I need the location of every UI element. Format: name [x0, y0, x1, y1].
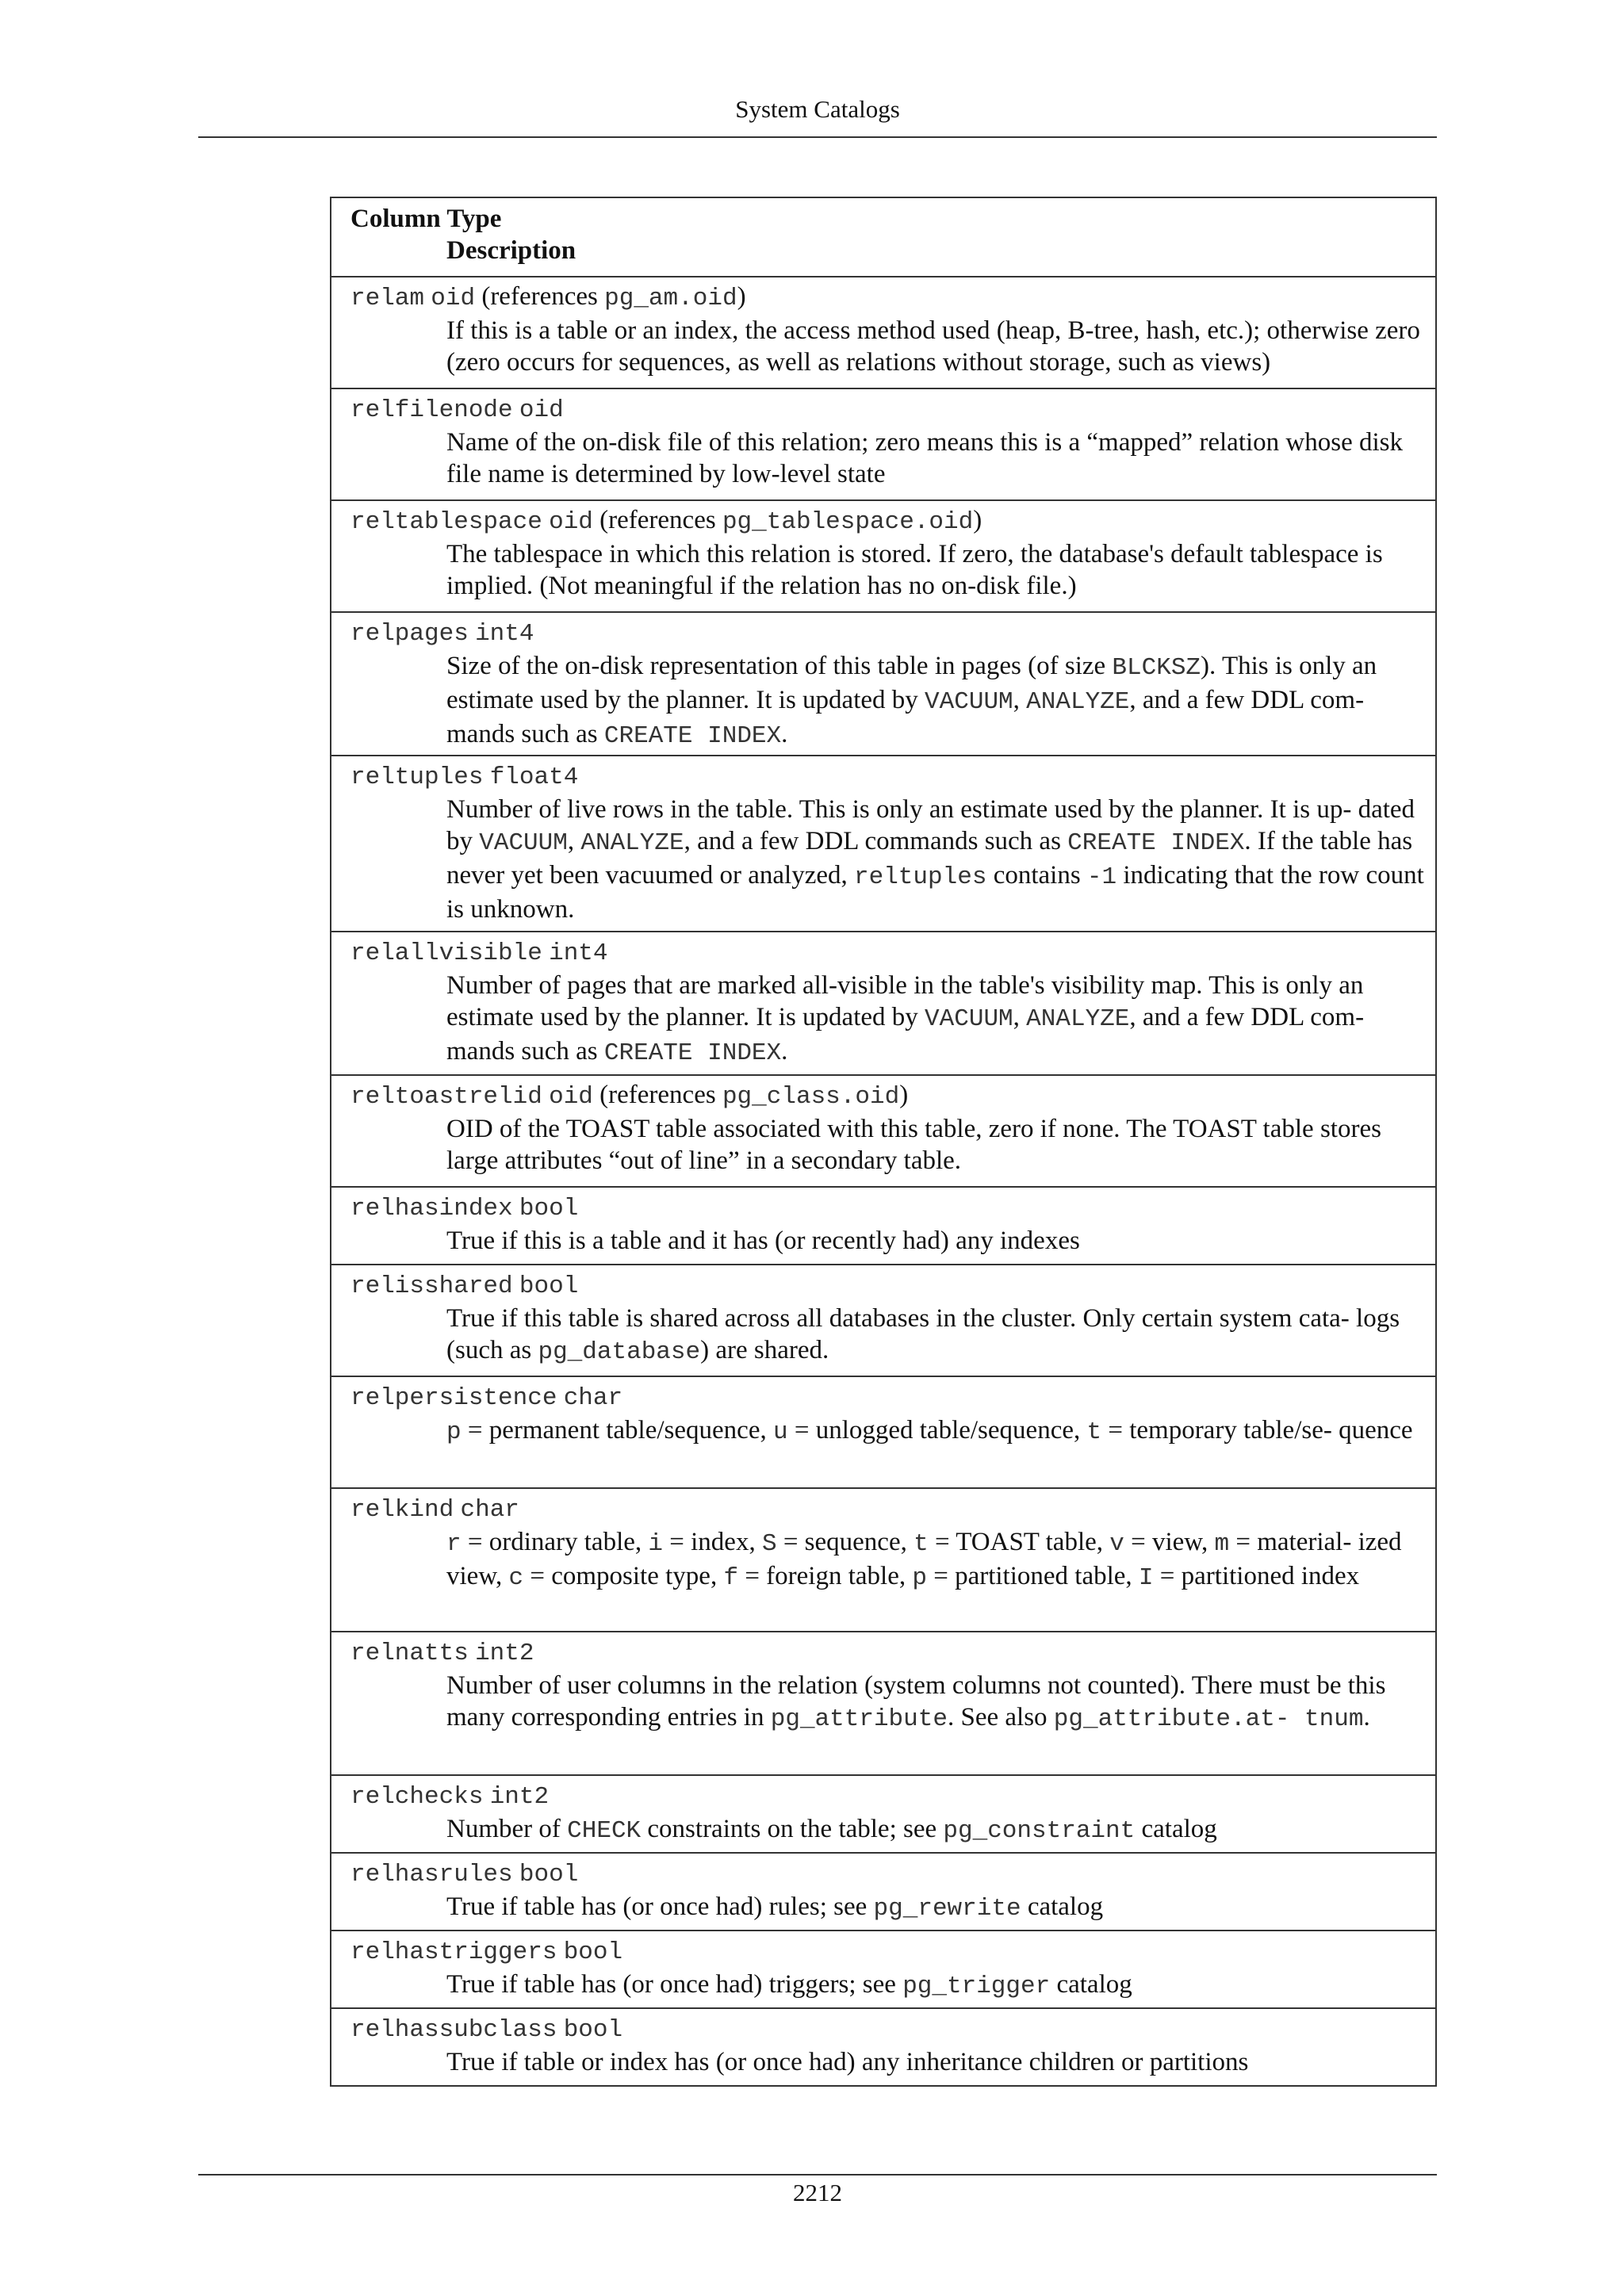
- description-text: = material- ized view,: [446, 1528, 1402, 1590]
- description-text: = view,: [1124, 1528, 1215, 1556]
- column-type-header: Column Type: [350, 205, 502, 233]
- description-text: Number of live rows in the table. This is only an estimate used by the planner. It is up- dated by: [446, 795, 1415, 855]
- code-text: bool: [519, 1195, 579, 1223]
- code-text: reltoastrelid: [350, 1083, 542, 1111]
- column-description: [350, 1414, 1429, 1448]
- entry-text: [469, 1637, 475, 1666]
- code-text: bool: [563, 2016, 623, 2044]
- code-text: v: [1109, 1530, 1124, 1558]
- description-text: = temporary table/se- quence: [1101, 1416, 1413, 1445]
- column-description: [350, 1670, 1429, 1735]
- description-text: contains: [986, 861, 1087, 890]
- code-text: pg_database: [538, 1338, 701, 1366]
- column-entry: [350, 1492, 1429, 1526]
- description-text: = permanent table/sequence,: [461, 1416, 773, 1445]
- entry-text: [483, 1781, 489, 1809]
- code-text: p: [446, 1418, 462, 1446]
- description-text: ,: [1013, 1003, 1027, 1031]
- code-text: bool: [519, 1272, 579, 1300]
- code-text: relhasindex: [350, 1195, 513, 1223]
- column-description: [350, 538, 1429, 602]
- code-text: pg_class.oid: [722, 1083, 900, 1111]
- table-header-row: [331, 198, 1435, 276]
- table-row: [331, 388, 1435, 499]
- description-text: catalog: [1021, 1892, 1104, 1921]
- description-text: ) are shared.: [700, 1336, 829, 1364]
- entry-text: [483, 761, 489, 790]
- table-row: [331, 1074, 1435, 1186]
- entry-text: [542, 1081, 549, 1109]
- entry-text: [557, 1936, 563, 1965]
- code-text: int2: [489, 1783, 550, 1811]
- description-text: True if this is a table and it has (or recently had) any indexes: [446, 1226, 1080, 1255]
- code-text: CHECK: [567, 1817, 642, 1845]
- code-text: reltablespace: [350, 508, 542, 536]
- description-text: = ordinary table,: [461, 1528, 649, 1556]
- description-text: OID of the TOAST table associated with this table, zero if none. The TOAST table stores large attributes “out of line” in a secondary table.: [446, 1115, 1381, 1175]
- description-text: .: [781, 720, 788, 748]
- column-description: [350, 1303, 1429, 1368]
- description-text: ). This is only an estimate used by the planner. It is updated by: [446, 652, 1377, 714]
- table-row: [331, 1774, 1435, 1852]
- description-text: = index,: [663, 1528, 762, 1556]
- entry-text: [469, 618, 475, 646]
- column-entry: [350, 504, 1429, 538]
- code-text: t: [1086, 1418, 1102, 1446]
- code-text: int2: [475, 1640, 534, 1667]
- description-text: catalog: [1050, 1970, 1132, 1999]
- page-number: 2212: [793, 2179, 842, 2206]
- table-row: [331, 1264, 1435, 1376]
- description-text: catalog: [1135, 1815, 1217, 1843]
- column-description: [350, 1225, 1429, 1257]
- description-text: If this is a table or an index, the access method used (heap, B-tree, hash, etc.); otherwise zero (zero occurs for sequences, as well as relations without storage, such as views): [446, 316, 1420, 377]
- column-entry: [350, 1079, 1429, 1113]
- column-description: [350, 970, 1429, 1070]
- code-text: ANALYZE: [1026, 1005, 1130, 1033]
- code-text: VACUUM: [479, 829, 568, 857]
- code-text: oid: [549, 508, 593, 536]
- column-entry: [350, 281, 1429, 315]
- column-entry: [350, 1269, 1429, 1303]
- code-text: BLCKSZ: [1112, 654, 1201, 682]
- code-text: relfilenode: [350, 396, 513, 424]
- entry-text: (references: [475, 282, 605, 311]
- code-text: pg_am.oid: [604, 285, 737, 312]
- code-text: bool: [519, 1861, 579, 1888]
- code-text: relallvisible: [350, 939, 542, 967]
- code-text: p: [912, 1564, 927, 1592]
- code-text: I: [1138, 1564, 1154, 1592]
- description-text: .: [1363, 1703, 1370, 1732]
- table-row: [331, 1852, 1435, 1930]
- code-text: int4: [475, 620, 534, 648]
- code-text: reltuples: [854, 863, 987, 891]
- description-text: . If the table has never yet been vacuumed or analyzed,: [446, 827, 1413, 890]
- entry-text: (references: [592, 506, 722, 534]
- code-text: pg_constraint: [943, 1817, 1136, 1845]
- code-text: relhasrules: [350, 1861, 513, 1888]
- code-text: float4: [489, 763, 579, 791]
- column-entry: [350, 1857, 1429, 1891]
- entry-text: [542, 937, 549, 966]
- column-description: [350, 1891, 1429, 1925]
- table-row: [331, 611, 1435, 755]
- entry-text: (references: [592, 1081, 722, 1109]
- code-text: relnatts: [350, 1640, 469, 1667]
- column-entry: [350, 1380, 1429, 1414]
- description-text: ,: [567, 827, 581, 855]
- description-text: Number of user columns in the relation (system columns not counted). There must be this many corresponding entries in: [446, 1671, 1386, 1732]
- code-text: r: [446, 1530, 462, 1558]
- code-text: char: [460, 1496, 519, 1524]
- column-description: [350, 2046, 1429, 2078]
- code-text: CREATE INDEX: [1067, 829, 1245, 857]
- entry-text: ): [899, 1081, 909, 1109]
- code-text: t: [914, 1530, 929, 1558]
- description-text: , and a few DDL com- mands such as: [446, 686, 1365, 748]
- entry-text: [513, 1270, 519, 1299]
- description-text: Name of the on-disk file of this relation; zero means this is a “mapped” relation whose disk file name is determined by low-level state: [446, 428, 1403, 488]
- description-text: . See also: [947, 1703, 1054, 1732]
- entry-text: [513, 1858, 519, 1887]
- description-text: = partitioned table,: [926, 1562, 1139, 1590]
- description-text: , and a few DDL commands such as: [684, 827, 1068, 855]
- code-text: c: [508, 1564, 524, 1592]
- entry-text: [542, 506, 549, 534]
- code-text: CREATE INDEX: [603, 722, 782, 750]
- code-text: ANALYZE: [580, 829, 684, 857]
- column-description: [350, 1969, 1429, 2003]
- column-description: [350, 1113, 1429, 1177]
- description-text: The tablespace in which this relation is stored. If zero, the database's default tablespace is implied. (Not meaningful if the relation has no on-disk file.): [446, 540, 1383, 600]
- code-text: pg_attribute.at- tnum: [1053, 1705, 1364, 1733]
- code-text: reltuples: [350, 763, 484, 791]
- code-text: relisshared: [350, 1272, 513, 1300]
- column-entry: [350, 760, 1429, 794]
- column-description: [350, 650, 1429, 752]
- description-text: = sequence,: [776, 1528, 914, 1556]
- code-text: relchecks: [350, 1783, 484, 1811]
- catalog-columns-table: [330, 197, 1437, 2087]
- code-text: CREATE INDEX: [603, 1039, 782, 1067]
- code-text: VACUUM: [925, 1005, 1013, 1033]
- description-text: = TOAST table,: [928, 1528, 1110, 1556]
- running-header: System Catalogs: [735, 95, 900, 123]
- code-text: u: [772, 1418, 788, 1446]
- column-description: [350, 1526, 1429, 1594]
- code-text: int4: [549, 939, 608, 967]
- table-row: [331, 1376, 1435, 1487]
- column-description: [350, 794, 1429, 925]
- code-text: relhastriggers: [350, 1938, 557, 1966]
- table-row: [331, 2007, 1435, 2085]
- entry-text: [557, 1382, 563, 1410]
- description-text: = unlogged table/sequence,: [787, 1416, 1087, 1445]
- header-rule: [198, 136, 1437, 138]
- description-text: ,: [1013, 686, 1027, 714]
- description-text: True if table or index has (or once had) any inheritance children or partitions: [446, 2048, 1249, 2076]
- entry-text: [513, 1192, 519, 1221]
- column-entry: [350, 1779, 1429, 1813]
- table-row: [331, 276, 1435, 388]
- code-text: i: [648, 1530, 664, 1558]
- code-text: relhassubclass: [350, 2016, 557, 2044]
- code-text: pg_tablespace.oid: [722, 508, 974, 536]
- entry-text: ): [973, 506, 982, 534]
- description-text: True if table has (or once had) triggers; see: [446, 1970, 903, 1999]
- code-text: oid: [519, 396, 564, 424]
- code-text: VACUUM: [925, 688, 1013, 716]
- description-text: Size of the on-disk representation of this table in pages (of size: [446, 652, 1113, 680]
- description-text: = partitioned index: [1153, 1562, 1360, 1590]
- code-text: relkind: [350, 1496, 454, 1524]
- code-text: bool: [563, 1938, 623, 1966]
- description-text: Number of pages that are marked all-visible in the table's visibility map. This is only an estimate used by the planner. It is updated by: [446, 971, 1364, 1031]
- code-text: S: [761, 1530, 777, 1558]
- table-row: [331, 755, 1435, 931]
- code-text: m: [1214, 1530, 1230, 1558]
- column-entry: [350, 1934, 1429, 1969]
- code-text: relpersistence: [350, 1384, 557, 1412]
- code-text: pg_trigger: [902, 1973, 1051, 2000]
- code-text: pg_attribute: [770, 1705, 948, 1733]
- table-row: [331, 1631, 1435, 1774]
- code-text: pg_rewrite: [873, 1895, 1021, 1923]
- description-text: , and a few DDL com- mands such as: [446, 1003, 1365, 1066]
- code-text: ANALYZE: [1026, 688, 1130, 716]
- column-entry: [350, 616, 1429, 650]
- column-entry: [350, 392, 1429, 427]
- footer-rule: [198, 2174, 1437, 2175]
- table-row: [331, 499, 1435, 611]
- column-description: [350, 427, 1429, 490]
- description-header: Description: [446, 236, 576, 265]
- entry-text: [557, 2014, 563, 2042]
- description-text: constraints on the table; see: [641, 1815, 944, 1843]
- table-row: [331, 1487, 1435, 1631]
- code-text: oid: [549, 1083, 593, 1111]
- description-text: True if table has (or once had) rules; see: [446, 1892, 874, 1921]
- description-text: True if this table is shared across all databases in the cluster. Only certain system cata- logs (such as: [446, 1304, 1400, 1364]
- description-text: Number of: [446, 1815, 568, 1843]
- table-row: [331, 931, 1435, 1074]
- code-text: relam: [350, 285, 425, 312]
- description-text: = foreign table,: [738, 1562, 913, 1590]
- code-text: oid: [431, 285, 476, 312]
- entry-text: [513, 394, 519, 423]
- description-text: .: [781, 1037, 788, 1066]
- code-text: char: [563, 1384, 623, 1412]
- description-text: indicating that the row count is unknown.: [446, 861, 1424, 924]
- table-row: [331, 1930, 1435, 2007]
- entry-text: ): [737, 282, 746, 311]
- code-text: -1: [1086, 863, 1117, 891]
- column-entry: [350, 2012, 1429, 2046]
- description-text: = composite type,: [523, 1562, 724, 1590]
- column-entry: [350, 936, 1429, 970]
- column-entry: [350, 1191, 1429, 1225]
- column-description: [350, 1813, 1429, 1847]
- code-text: relpages: [350, 620, 469, 648]
- table-row: [331, 1186, 1435, 1264]
- column-entry: [350, 1636, 1429, 1670]
- code-text: f: [723, 1564, 739, 1592]
- column-description: [350, 315, 1429, 378]
